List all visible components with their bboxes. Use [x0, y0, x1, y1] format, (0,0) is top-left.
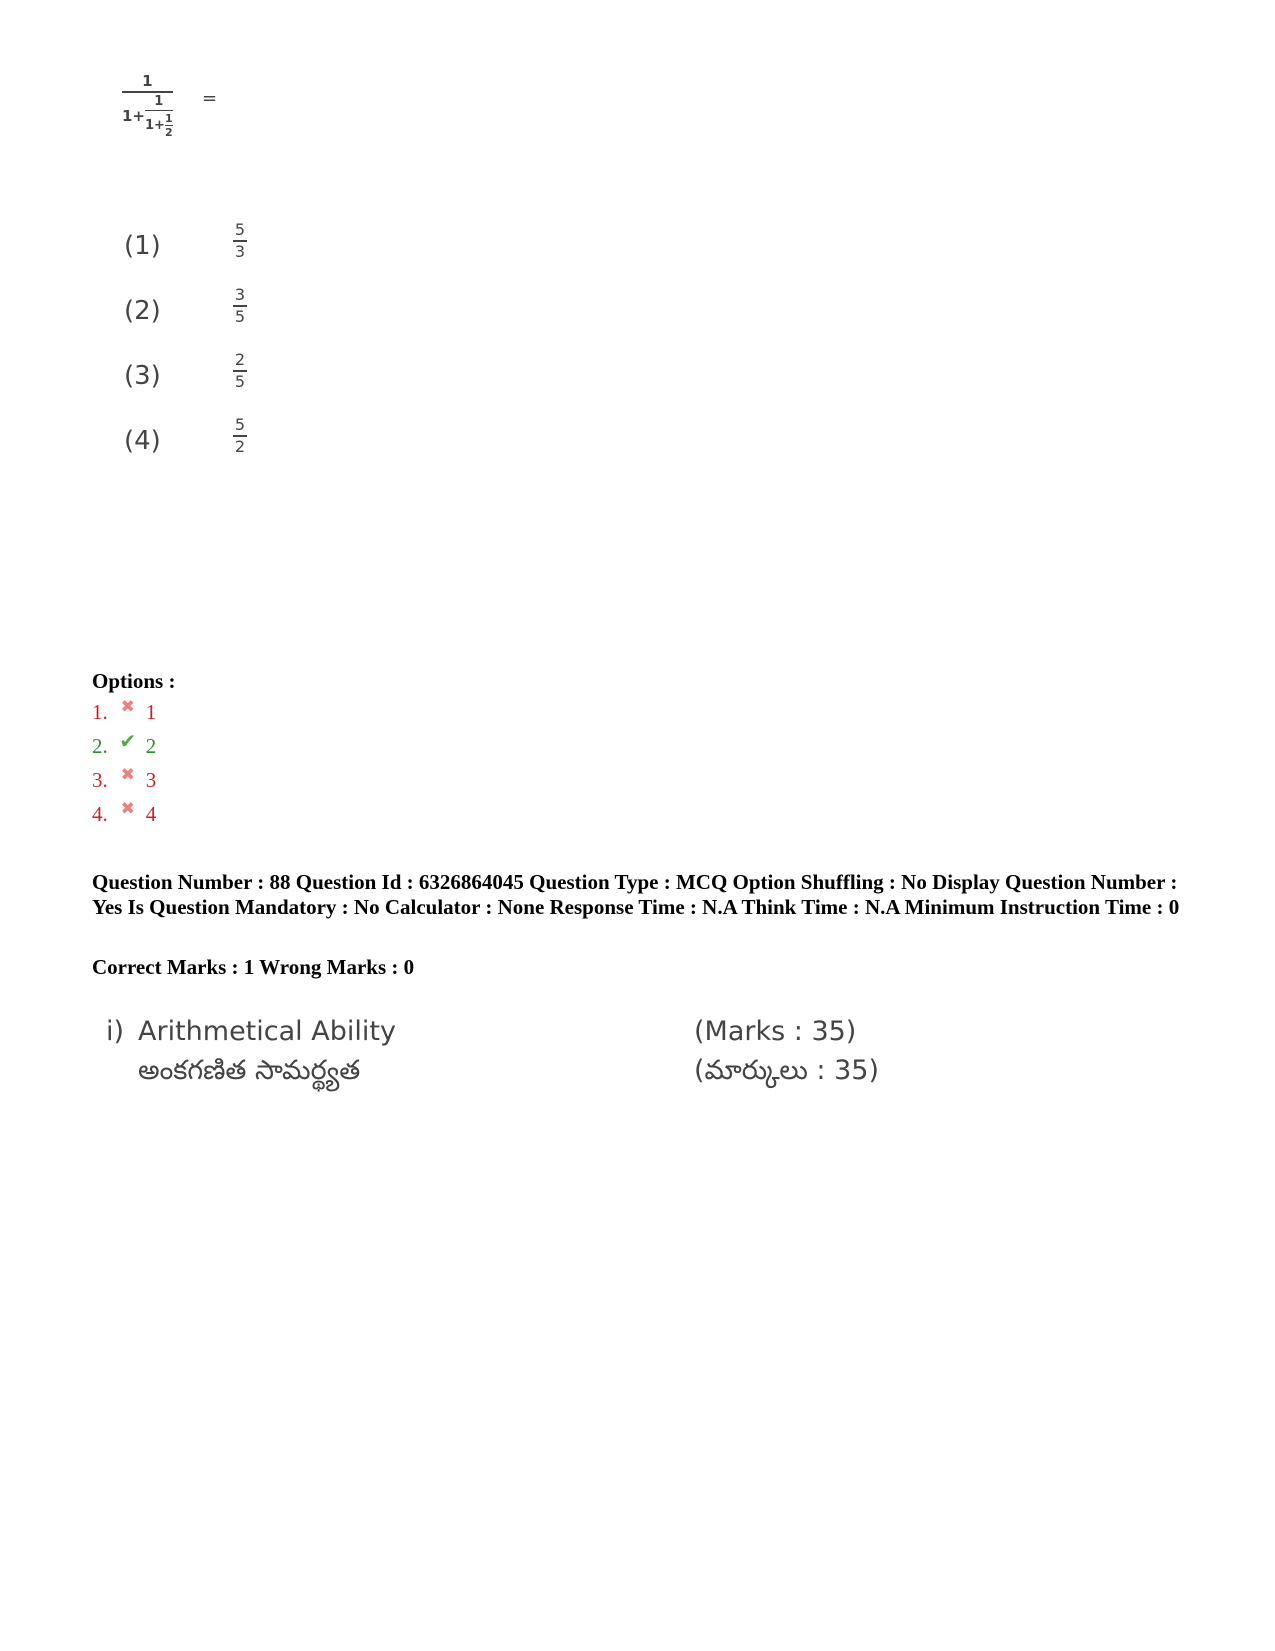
outer-denominator — [122, 95, 173, 139]
check-icon: ✔ — [119, 728, 137, 753]
option-value: 4 — [145, 802, 157, 826]
marks-info: Correct Marks : 1 Wrong Marks : 0 — [92, 955, 415, 979]
outer-numerator: 1 — [142, 72, 153, 90]
choice-label: (1) — [124, 231, 161, 261]
outer-denominator-lead: 1+ — [122, 106, 146, 125]
inner-denominator: 2 — [164, 126, 173, 139]
option-item — [92, 728, 157, 759]
option-item — [92, 764, 157, 793]
choice-label: (3) — [124, 361, 161, 391]
choice-denominator: 5 — [234, 306, 246, 326]
option-index: 3. — [92, 768, 108, 792]
inner-lead: 1+ — [145, 118, 165, 133]
choice-label: (4) — [124, 426, 161, 456]
middle-fraction — [145, 95, 173, 139]
section-title-english: Arithmetical Ability — [138, 1016, 396, 1047]
choice-fraction — [233, 222, 247, 260]
option-index: 4. — [92, 802, 108, 826]
outer-fraction — [122, 74, 173, 138]
option-item — [92, 798, 157, 827]
option-index: 1. — [92, 700, 108, 724]
choice-numerator: 3 — [234, 285, 246, 304]
option-index: 2. — [92, 734, 108, 758]
option-value: 3 — [145, 768, 157, 792]
choice-numerator: 5 — [234, 220, 246, 239]
choice-fraction — [233, 287, 247, 325]
choice-fraction — [233, 417, 247, 455]
fraction-bar — [145, 110, 173, 112]
section-title-telugu: అంకగణిత సామర్థ్యత — [138, 1055, 361, 1086]
cross-icon: ✖ — [120, 764, 135, 785]
middle-denominator — [145, 113, 173, 138]
choice-label: (2) — [124, 296, 161, 326]
choice-fraction — [233, 352, 247, 390]
question-details: Question Number : 88 Question Id : 6326864045 Question Type : MCQ Option Shuffling : No Display Question Number : Yes Is Question Mandatory : No Calculator : None Response Time : N.A Think Time : N.A Minimum Instruction Time : 0 — [92, 870, 1180, 919]
choice-numerator: 5 — [234, 415, 246, 434]
question-expression — [122, 72, 218, 139]
section-marks-english: (Marks : 35) — [694, 1016, 857, 1047]
option-value: 1 — [145, 700, 157, 724]
options-heading: Options : — [92, 669, 176, 693]
choice-denominator: 5 — [234, 371, 246, 391]
cross-icon: ✖ — [120, 696, 135, 717]
section-number: i) — [106, 1016, 125, 1047]
inner-fraction — [165, 113, 173, 138]
option-value: 2 — [145, 734, 157, 758]
choice-denominator: 3 — [234, 241, 246, 261]
middle-numerator: 1 — [154, 93, 164, 109]
choice-numerator: 2 — [234, 350, 246, 369]
fraction-bar — [122, 91, 173, 93]
section-marks-telugu: (మార్కులు : 35) — [694, 1055, 879, 1086]
option-item — [92, 696, 157, 725]
inner-numerator: 1 — [164, 112, 173, 125]
choice-denominator: 2 — [234, 436, 246, 456]
cross-icon: ✖ — [120, 798, 135, 819]
equals-sign: = — [202, 88, 218, 109]
